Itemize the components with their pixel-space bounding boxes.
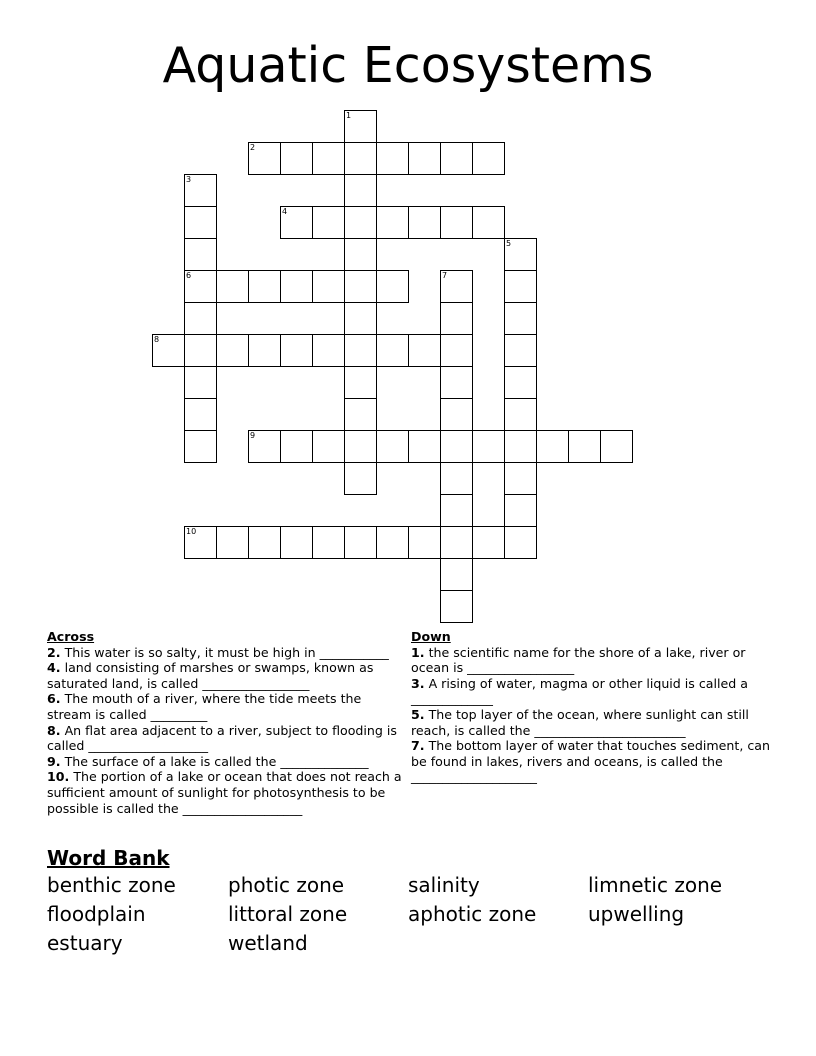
crossword-cell[interactable] [440,270,473,303]
crossword-cell[interactable] [312,526,345,559]
crossword-cell[interactable] [440,206,473,239]
crossword-cell[interactable] [184,270,217,303]
crossword-cell[interactable] [184,398,217,431]
word-bank-item: photic zone [228,873,345,897]
clue-text: The top layer of the ocean, where sunlight can still reach, is called the ________________________ [411,706,749,738]
crossword-cell[interactable] [472,142,505,175]
crossword-cell[interactable] [376,526,409,559]
clue-text: The bottom layer of water that touches sediment, can be found in lakes, rivers and oceans, is called the ____________________ [411,738,770,785]
across-clue [47,754,409,770]
cell-number: 5 [506,239,512,248]
crossword-cell[interactable] [184,430,217,463]
crossword-cell[interactable] [344,142,377,175]
crossword-cell[interactable] [504,462,537,495]
crossword-cell[interactable] [344,270,377,303]
down-heading: Down [411,629,451,644]
word-bank-item: aphotic zone [408,902,537,926]
crossword-cell[interactable] [216,334,249,367]
crossword-cell[interactable] [440,142,473,175]
clue-text: the scientific name for the shore of a lake, river or ocean is _________________ [411,644,746,676]
word-bank-item: salinity [408,873,480,897]
crossword-cell[interactable] [472,430,505,463]
word-bank-item: floodplain [47,902,146,926]
crossword-cell[interactable] [248,334,281,367]
crossword-cell[interactable] [344,462,377,495]
clue-number: 8. [47,722,61,738]
word-bank-heading: Word Bank [47,846,170,870]
cell-number: 8 [154,335,160,344]
crossword-cell[interactable] [184,238,217,271]
clue-number: 3. [411,675,425,691]
crossword-cell[interactable] [440,398,473,431]
crossword-cell[interactable] [440,526,473,559]
crossword-cell[interactable] [376,270,409,303]
cell-number: 3 [186,175,192,184]
crossword-cell[interactable] [184,334,217,367]
across-clue [47,645,409,661]
word-bank-item: wetland [228,931,308,955]
crossword-cell[interactable] [312,334,345,367]
down-clues [411,629,771,785]
crossword-cell[interactable] [344,110,377,143]
crossword-cell[interactable] [568,430,601,463]
across-clue [47,660,409,691]
crossword-cell[interactable] [408,206,441,239]
word-bank-item: estuary [47,931,123,955]
crossword-cell[interactable] [248,142,281,175]
clue-number: 4. [47,660,61,676]
crossword-cell[interactable] [440,462,473,495]
cell-number: 6 [186,271,192,280]
crossword-cell[interactable] [152,334,185,367]
crossword-cell[interactable] [344,366,377,399]
crossword-cell[interactable] [536,430,569,463]
down-clue [411,707,771,738]
clue-text: The surface of a lake is called the ______________ [60,753,369,769]
across-clues [47,629,409,816]
clue-text: The portion of a lake or ocean that does not reach a sufficient amount of sunlight for photosynthesis to be possible is called the ___________________ [47,769,402,816]
crossword-cell[interactable] [504,238,537,271]
crossword-cell[interactable] [504,526,537,559]
crossword-cell[interactable] [248,526,281,559]
crossword-cell[interactable] [248,430,281,463]
crossword-cell[interactable] [440,590,473,623]
crossword-cell[interactable] [376,430,409,463]
crossword-cell[interactable] [504,398,537,431]
crossword-cell[interactable] [312,142,345,175]
crossword-cell[interactable] [280,334,313,367]
cell-number: 2 [250,143,256,152]
crossword-cell[interactable] [344,526,377,559]
crossword-cell[interactable] [408,334,441,367]
page-title: Aquatic Ecosystems [162,37,654,94]
crossword-cell[interactable] [440,494,473,527]
across-clue [47,723,409,754]
crossword-cell[interactable] [472,526,505,559]
crossword-cell[interactable] [216,526,249,559]
crossword-cell[interactable] [280,206,313,239]
word-bank-item: benthic zone [47,873,176,897]
word-bank-item: littoral zone [228,902,348,926]
crossword-cell[interactable] [504,334,537,367]
crossword-cell[interactable] [408,526,441,559]
crossword-cell[interactable] [440,302,473,335]
crossword-cell[interactable] [312,206,345,239]
clue-number: 1. [411,644,425,660]
crossword-cell[interactable] [504,494,537,527]
clue-number: 5. [411,706,425,722]
crossword-cell[interactable] [312,270,345,303]
crossword-cell[interactable] [184,302,217,335]
crossword-cell[interactable] [344,398,377,431]
crossword-cell[interactable] [440,430,473,463]
crossword-cell[interactable] [504,430,537,463]
crossword-cell[interactable] [184,174,217,207]
crossword-cell[interactable] [504,302,537,335]
crossword-cell[interactable] [344,238,377,271]
crossword-cell[interactable] [280,430,313,463]
clue-number: 2. [47,644,61,660]
word-bank [47,872,787,956]
crossword-cell[interactable] [472,206,505,239]
crossword-cell[interactable] [216,270,249,303]
clue-text: This water is so salty, it must be high in ___________ [60,644,389,660]
crossword-cell[interactable] [280,526,313,559]
crossword-cell[interactable] [344,206,377,239]
crossword-cell[interactable] [280,270,313,303]
crossword-cell[interactable] [184,366,217,399]
crossword-cell[interactable] [184,526,217,559]
crossword-cell[interactable] [376,142,409,175]
crossword-cell[interactable] [408,142,441,175]
clue-number: 9. [47,753,61,769]
cell-number: 10 [186,527,197,536]
cell-number: 9 [250,431,256,440]
across-clue [47,691,409,722]
crossword-cell[interactable] [408,430,441,463]
crossword-cell[interactable] [504,366,537,399]
down-clue [411,738,771,785]
clue-number: 10. [47,769,70,785]
crossword-cell[interactable] [440,558,473,591]
clue-number: 7. [411,738,425,754]
crossword-cell[interactable] [504,270,537,303]
crossword-cell[interactable] [440,334,473,367]
crossword-cell[interactable] [600,430,633,463]
crossword-cell[interactable] [344,174,377,207]
down-clue [411,676,771,707]
cell-number: 7 [442,271,448,280]
crossword-cell[interactable] [344,430,377,463]
clue-number: 6. [47,691,61,707]
crossword-cell[interactable] [440,366,473,399]
down-clue [411,645,771,676]
crossword-cell[interactable] [376,206,409,239]
cell-number: 1 [346,111,352,120]
clue-text: An flat area adjacent to a river, subject to flooding is called ___________________ [47,722,397,754]
across-heading: Across [47,629,95,644]
word-bank-item: limnetic zone [588,873,723,897]
clue-text: A rising of water, magma or other liquid is called a _____________ [411,675,748,707]
crossword-cell[interactable] [344,302,377,335]
crossword-cell[interactable] [184,206,217,239]
clue-text: The mouth of a river, where the tide meets the stream is called _________ [47,691,362,722]
cell-number: 4 [282,207,288,216]
crossword-cell[interactable] [248,270,281,303]
across-clue [47,769,409,816]
crossword-cell[interactable] [344,334,377,367]
crossword-cell[interactable] [312,430,345,463]
crossword-cell[interactable] [280,142,313,175]
word-bank-item: upwelling [588,902,685,926]
crossword-cell[interactable] [376,334,409,367]
clue-text: land consisting of marshes or swamps, known as saturated land, is called _________________ [47,660,374,691]
